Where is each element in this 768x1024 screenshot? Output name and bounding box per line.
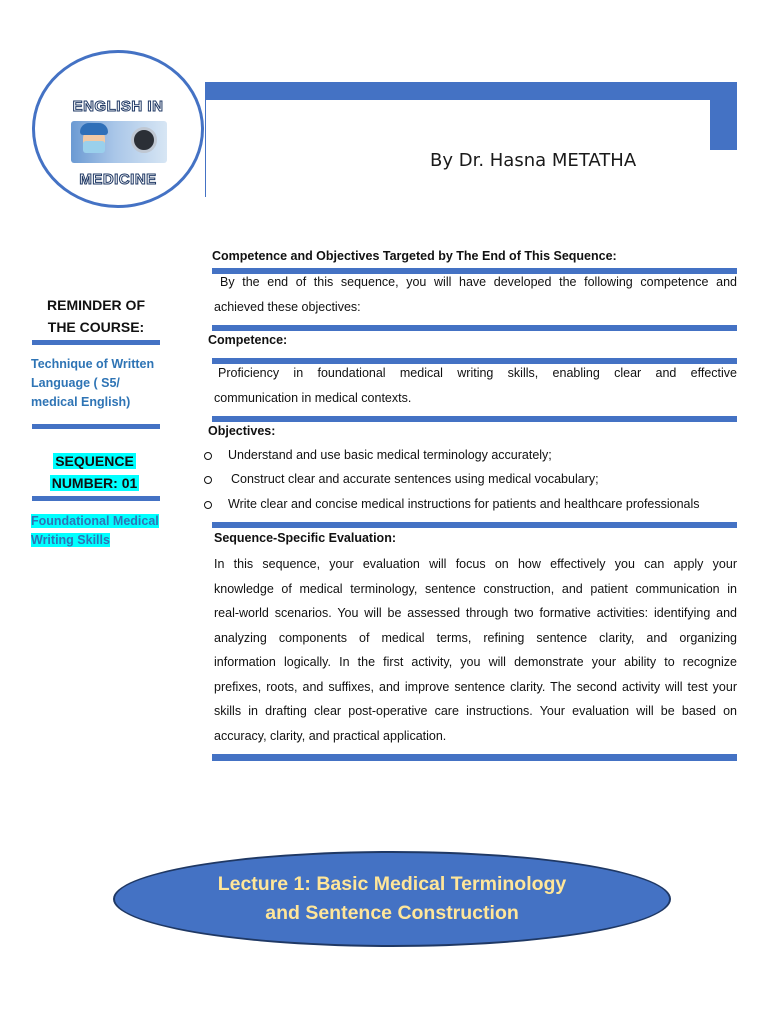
- divider: [32, 340, 160, 345]
- objective-text: Construct clear and accurate sentences using medical vocabulary;: [231, 472, 599, 486]
- header-name-panel: [206, 100, 710, 197]
- logo-title-bottom: MEDICINE: [79, 171, 157, 188]
- surgical-lamp-icon: [131, 127, 157, 153]
- evaluation-line: accuracy, clarity, and practical application.: [214, 728, 447, 743]
- circle-bullet-icon: [204, 452, 212, 460]
- course-name: [31, 355, 166, 412]
- reminder-line-1: REMINDER OF: [47, 297, 145, 313]
- topic-line-2: Writing Skills: [31, 533, 110, 547]
- objectives-label: Objectives:: [208, 424, 276, 438]
- objective-text: Write clear and concise medical instructions for patients and healthcare professionals: [228, 497, 700, 511]
- evaluation-label: Sequence-Specific Evaluation:: [214, 531, 396, 545]
- topic-line-1: Foundational Medical: [31, 514, 159, 528]
- author-name: By Dr. Hasna METATHA: [430, 150, 637, 171]
- evaluation-line: prefixes, roots, and suffixes, and improve sentence clarity. The second activity will test your: [214, 679, 737, 694]
- intro-paragraph: [214, 270, 737, 319]
- objective-text: Understand and use basic medical terminology accurately;: [228, 448, 552, 462]
- lecture-title-line-2: and Sentence Construction: [265, 902, 519, 924]
- course-line-2: Language ( S5/: [31, 376, 120, 390]
- competence-label: Competence:: [208, 333, 288, 347]
- evaluation-paragraph: [214, 552, 737, 748]
- competence-paragraph: [214, 361, 737, 410]
- circle-bullet-icon: [204, 476, 212, 484]
- divider: [212, 754, 737, 761]
- divider: [212, 325, 737, 331]
- reminder-line-2: THE COURSE:: [47, 319, 145, 335]
- objective-item: [204, 472, 599, 486]
- reminder-heading: [36, 294, 156, 338]
- evaluation-line: knowledge of medical terminology, sentence construction, and patient communication in: [214, 581, 737, 596]
- intro-line-2: achieved these objectives:: [214, 299, 361, 314]
- course-line-3: medical English): [31, 395, 131, 409]
- sequence-line-2: NUMBER: 01: [51, 475, 138, 491]
- course-line-1: Technique of Written: [31, 357, 155, 371]
- surgeon-image: [71, 121, 167, 163]
- evaluation-line: In this sequence, your evaluation will focus on how effectively you can apply your: [214, 557, 737, 571]
- evaluation-line: information logically. In the first activity, you will demonstrate your ability to recognize: [214, 655, 737, 669]
- sequence-number: [43, 450, 146, 494]
- competence-line-2: communication in medical contexts.: [214, 390, 412, 405]
- logo-title-top: ENGLISH IN: [72, 98, 164, 115]
- sequence-topic: [31, 512, 161, 550]
- lecture-title: [113, 870, 671, 928]
- objective-item: [204, 497, 700, 511]
- divider: [212, 522, 737, 528]
- competence-line-1: Proficiency in foundational medical writing skills, enabling clear and effective: [218, 366, 737, 380]
- objective-item: [204, 448, 552, 462]
- evaluation-line: analyzing components of medical terms, refining sentence clarity, and organizing: [214, 630, 737, 645]
- surgical-cap-icon: [80, 123, 108, 135]
- competence-objectives-heading: Competence and Objectives Targeted by The End of This Sequence:: [212, 249, 617, 263]
- divider: [212, 416, 737, 422]
- divider: [32, 424, 160, 429]
- circle-bullet-icon: [204, 501, 212, 509]
- evaluation-line: skills in drafting clear post-operative care instructions. Your evaluation will be based on: [214, 704, 737, 718]
- header-banner-tab: [710, 100, 737, 150]
- evaluation-line: real-world scenarios. You will be assessed through two formative activities: identifying and: [214, 606, 737, 620]
- divider: [32, 496, 160, 501]
- sequence-line-1: SEQUENCE: [55, 453, 134, 469]
- intro-line-1: By the end of this sequence, you will have developed the following competence and: [220, 275, 737, 289]
- course-logo: [32, 50, 204, 208]
- lecture-title-line-1: Lecture 1: Basic Medical Terminology: [217, 873, 567, 895]
- surgical-mask-icon: [83, 141, 105, 153]
